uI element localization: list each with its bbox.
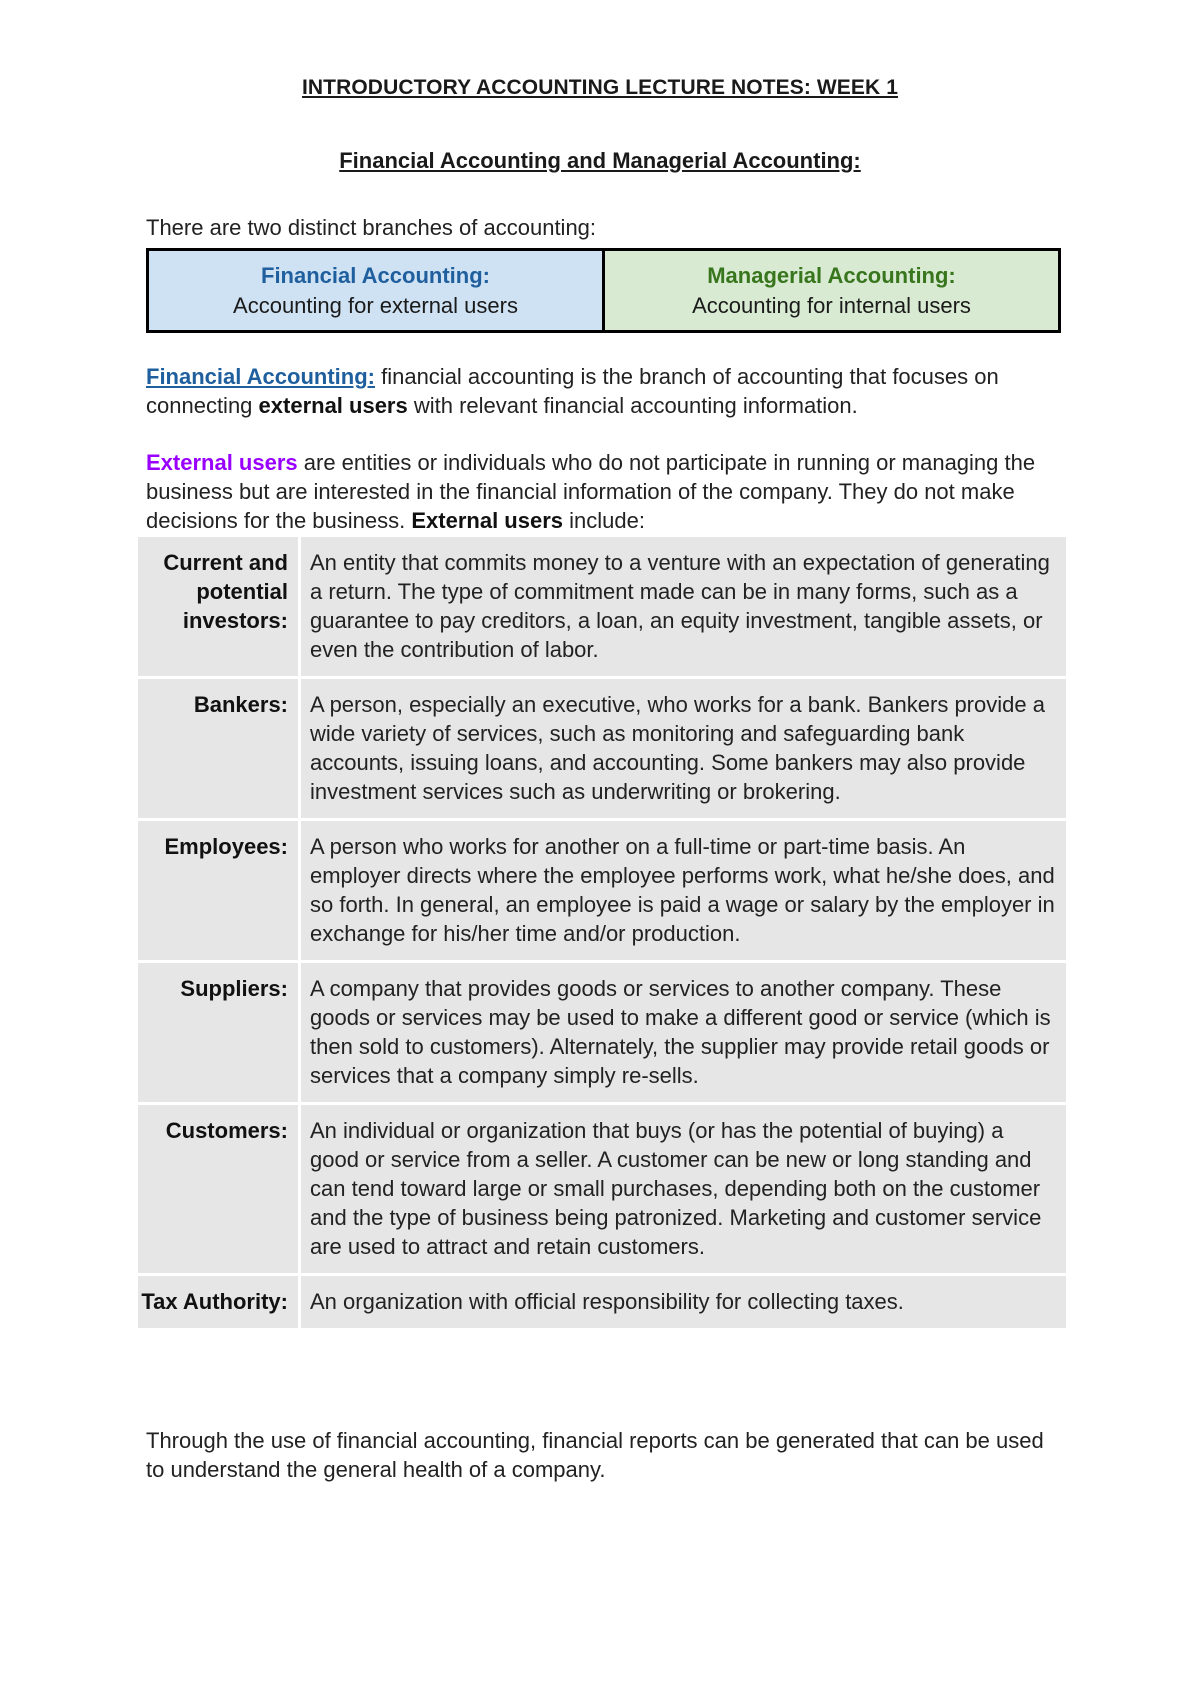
user-type-description: An individual or organization that buys (or has the potential of buying) a good or service from a seller. A customer can be new or long standing and can tend toward large or small purchases, depending both on the customer and the type of business being patronized. Marketing and customer service are used to attract and retain customers. bbox=[301, 1105, 1066, 1273]
branches-box bbox=[146, 248, 1061, 333]
user-type-description: An organization with official responsibility for collecting taxes. bbox=[301, 1276, 1066, 1328]
financial-accounting-definition bbox=[146, 362, 1066, 420]
intro-text: There are two distinct branches of accounting: bbox=[146, 215, 597, 240]
external-users-table bbox=[138, 537, 1066, 1331]
user-type-label: Tax Authority: bbox=[138, 1276, 301, 1328]
user-type-description: A person, especially an executive, who works for a bank. Bankers provide a wide variety of services, such as monitoring and safeguarding bank accounts, issuing loans, and accounting. Some bankers may also provide investment services such as underwriting or brokering. bbox=[301, 679, 1066, 818]
managerial-branch-title: Managerial Accounting: bbox=[707, 262, 956, 288]
user-type-description: A company that provides goods or services to another company. These goods or services may be used to make a different good or service (which is then sold to customers). Alternately, the supplier may provide retail goods or services that a company simply re-sells. bbox=[301, 963, 1066, 1102]
external-users-text-2: include: bbox=[563, 508, 645, 533]
financial-accounting-term: Financial Accounting: bbox=[146, 364, 375, 389]
definition-text-1: financial accounting is the branch of accounting that focuses on connecting bbox=[146, 364, 999, 418]
table-row bbox=[138, 1276, 1066, 1331]
table-row bbox=[138, 821, 1066, 963]
financial-branch-title: Financial Accounting: bbox=[261, 262, 490, 288]
user-type-label: Current and potential investors: bbox=[138, 537, 301, 676]
managerial-branch-desc: Accounting for internal users bbox=[692, 292, 971, 318]
user-type-description: A person who works for another on a full-time or part-time basis. An employer directs where the employee performs work, what he/she does, and so forth. In general, an employee is paid a wage or salary by the employer in exchange for his/her time and/or production. bbox=[301, 821, 1066, 960]
managerial-branch-cell bbox=[605, 251, 1058, 330]
definition-text-2: with relevant financial accounting information. bbox=[407, 393, 858, 418]
user-type-label: Suppliers: bbox=[138, 963, 301, 1102]
external-users-text-1: are entities or individuals who do not participate in running or managing the business but are interested in the financial information of the company. They do not make decisions for the business. bbox=[146, 450, 1036, 533]
definition-bold: external users bbox=[258, 393, 408, 418]
section-title: Financial Accounting and Managerial Accounting: bbox=[339, 148, 861, 173]
user-type-label: Customers: bbox=[138, 1105, 301, 1273]
closing-paragraph: Through the use of financial accounting, financial reports can be generated that can be used to understand the general health of a company. bbox=[146, 1428, 1044, 1482]
external-users-bold: External users bbox=[411, 508, 564, 533]
table-row bbox=[138, 537, 1066, 679]
external-users-paragraph bbox=[146, 448, 1066, 535]
financial-branch-cell bbox=[149, 251, 605, 330]
user-type-description: An entity that commits money to a venture with an expectation of generating a return. The type of commitment made can be in many forms, such as a guarantee to pay creditors, a loan, an equity investment, tangible assets, or even the contribution of labor. bbox=[301, 537, 1066, 676]
table-row bbox=[138, 963, 1066, 1105]
table-row bbox=[138, 1105, 1066, 1276]
user-type-label: Bankers: bbox=[138, 679, 301, 818]
external-users-term: External users bbox=[146, 450, 298, 475]
financial-branch-desc: Accounting for external users bbox=[233, 292, 518, 318]
table-row bbox=[138, 679, 1066, 821]
document-title: INTRODUCTORY ACCOUNTING LECTURE NOTES: WEEK 1 bbox=[301, 76, 899, 99]
user-type-label: Employees: bbox=[138, 821, 301, 960]
